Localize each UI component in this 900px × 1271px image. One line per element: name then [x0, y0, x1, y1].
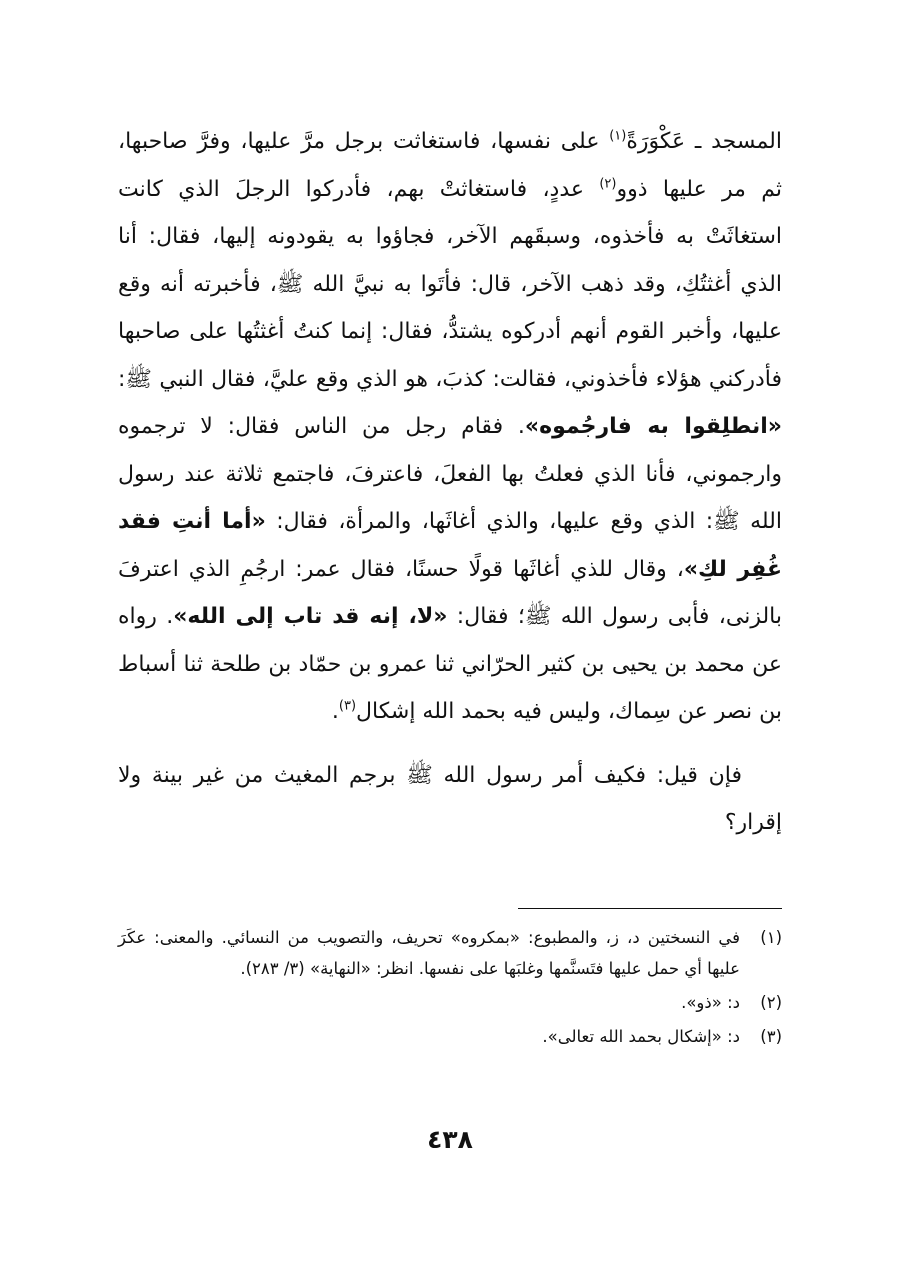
hadith-quote-3: «لا، إنه قد تاب إلى الله» — [173, 604, 448, 629]
footnote-number: (١) — [760, 928, 782, 947]
footnote-number: (٢) — [760, 993, 782, 1012]
footnote-ref-2: (٢) — [599, 176, 617, 192]
footnote-1 — [118, 922, 782, 984]
text-segment: ، وقال للذي أغاثَها قولًا حسنًا، فقال عمر: ارجُمِ الذي اعترفَ بالزنى، فأبى رسول الله ﷺ؛ فقال: — [118, 556, 783, 629]
hadith-quote-1: «انطلِقوا به فارجُموه» — [524, 414, 783, 439]
text-segment: على نفسها، فاستغاثت برجل مرَّ عليها، وفرَّ صاحبها، ثم مر عليها ذوو — [118, 129, 783, 202]
footnote-divider — [518, 908, 782, 909]
text-segment: عددٍ، فاستغاثتْ بهم، فأدركوا الرجلَ الذي كانت استغاثَتْ به فأخذوه، وسبقَهم الآخر، فجاؤوا به يقودونه إليها، فقال: أنا الذي أغثتُكِ، وقد ذهب الآخر، قال: فأتَوا به نبيَّ الله ﷺ، فأخبرته أنه وقع عليها، وأخبر القوم أنهم أدركوه يشتدُّ، فقال: إنما كنتُ أغثتُها على صاحبها فأدركني هؤلاء فأخذوني، فقالت: كذبَ، هو الذي وقع عليَّ، فقال النبي ﷺ: — [118, 176, 782, 392]
footnote-number: (٣) — [760, 1027, 782, 1046]
page-number: ٤٣٨ — [427, 1125, 473, 1154]
text-segment: . — [331, 699, 339, 724]
footnote-text: د: «إشكال بحمد الله تعالى». — [542, 1027, 740, 1046]
text-segment: . فقام رجل من الناس فقال: لا ترجموه وارجموني، فأنا الذي فعلتُ بها الفعلَ، فاعترفَ، فاجتمع ثلاثة عند رسول الله ﷺ: الذي وقع عليها، والذي أغاثَها، والمرأة، فقال: — [118, 414, 782, 534]
footnote-text: د: «ذو». — [681, 993, 740, 1012]
footnote-ref-3: (٣) — [338, 698, 357, 714]
footnote-text: في النسختين د، ز، والمطبوع: «بمكروه» تحريف، والتصويب من النسائي. والمعنى: عكَرَ عليها أي حمل عليها فتَسنَّمها وغلبَها على نفسها. انظر: «النهاية» (٣/ ٢٨٣). — [118, 928, 740, 978]
page-body — [118, 118, 782, 847]
text-segment: المسجد ـ عَكْوَرَةً — [626, 129, 782, 154]
footnotes — [118, 922, 782, 1055]
text-segment: . رواه عن محمد بن يحيى بن كثير الحرّاني ثنا عمرو بن حمّاد بن طلحة ثنا أسباط بن نصر عن سِماك، وليس فيه بحمد الله إشكال — [118, 604, 782, 724]
footnote-3 — [118, 1021, 782, 1052]
main-text — [118, 118, 782, 847]
footnote-ref-1: (١) — [609, 128, 627, 144]
paragraph-2: فإن قيل: فكيف أمر رسول الله ﷺ برجم المغيث من غير بينة ولا إقرار؟ — [118, 762, 782, 835]
paragraph-1 — [118, 118, 782, 736]
footnote-2 — [118, 987, 782, 1018]
hadith-quote-2: «أما أنتِ فقد غُفِر لكِ» — [118, 509, 782, 582]
